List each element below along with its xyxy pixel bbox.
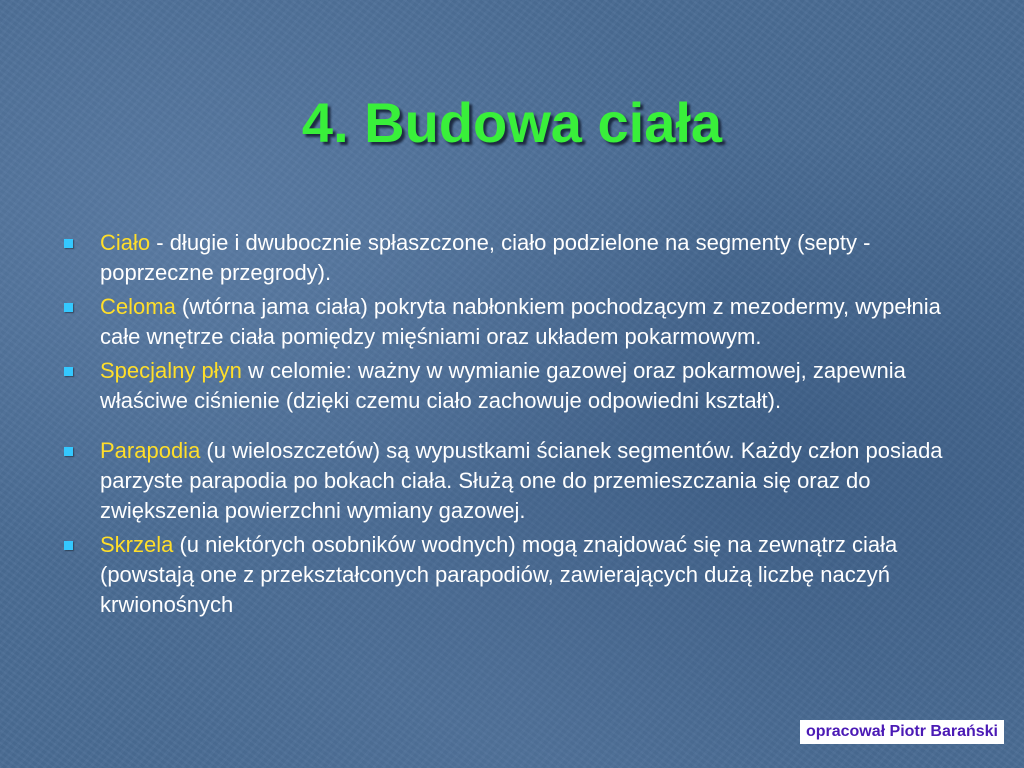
bullet-list [62,228,962,624]
bullet-term: Specjalny płyn [100,358,242,383]
slide-title: 4. Budowa ciała [301,91,723,154]
author-credit: opracował Piotr Barański [800,720,1004,744]
bullet-term: Ciało [100,230,151,255]
bullet-item-skrzela [62,530,962,620]
bullet-text: - długie i dwubocznie spłaszczone, ciało podzielone na segmenty (septy - poprzeczne przegrody). [100,230,871,285]
bullet-text: (wtórna jama ciała) pokryta nabłonkiem pochodzącym z mezodermy, wypełnia całe wnętrze ciała pomiędzy mięśniami oraz układem pokarmowym. [100,294,941,349]
bullet-text: w celomie: ważny w wymianie gazowej oraz pokarmowej, zapewnia właściwe ciśnienie (dzięki czemu ciało zachowuje odpowiedni kształt). [100,358,906,413]
bullet-item-specjalny-plyn [62,356,962,416]
bullet-term: Parapodia [100,438,201,463]
square-bullet-icon [64,303,73,312]
square-bullet-icon [64,447,73,456]
bullet-item-cialo [62,228,962,288]
bullet-term: Skrzela [100,532,174,557]
square-bullet-icon [64,367,73,376]
bullet-term: Celoma [100,294,176,319]
bullet-text: (u niektórych osobników wodnych) mogą znajdować się na zewnątrz ciała (powstają one z przekształconych parapodiów, zawierających dużą liczbę naczyń krwionośnych [100,532,898,617]
square-bullet-icon [64,541,73,550]
bullet-item-parapodia [62,436,962,526]
square-bullet-icon [64,239,73,248]
bullet-item-celoma [62,292,962,352]
bullet-text: (u wieloszczetów) są wypustkami ścianek segmentów. Każdy człon posiada parzyste parapodia po bokach ciała. Służą one do przemieszczania się oraz do zwiększenia powierzchni wymiany gazowej. [100,438,943,523]
